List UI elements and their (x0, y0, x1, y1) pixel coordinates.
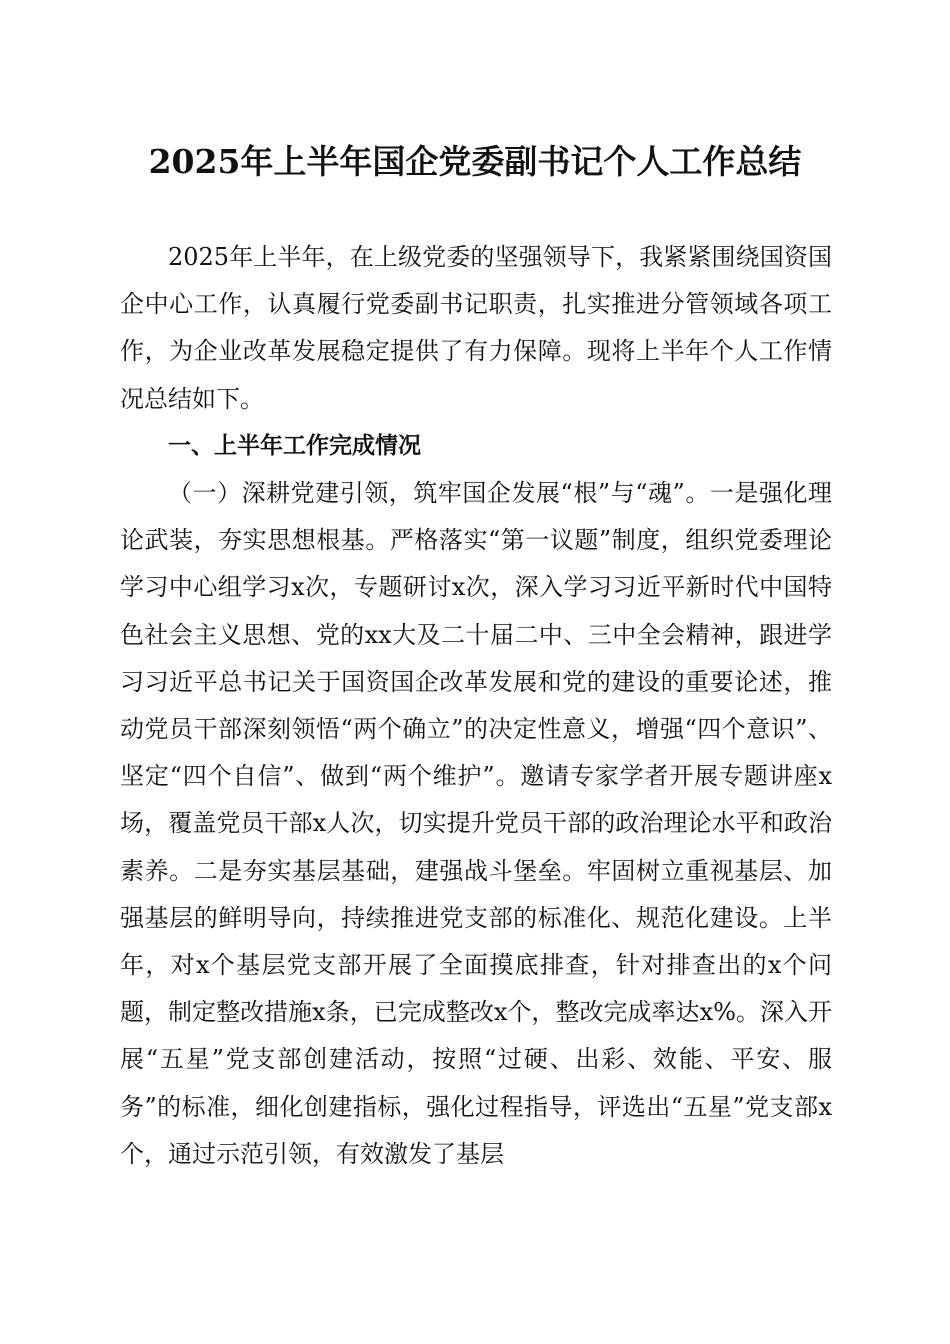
intro-paragraph: 2025年上半年，在上级党委的坚强领导下，我紧紧围绕国资国企中心工作，认真履行党委副书记职责，扎实推进分管领域各项工作，为企业改革发展稳定提供了有力保障。现将上半年个人工作情况总结如下。 (120, 243, 832, 413)
body-paragraph: （一）深耕党建引领，筑牢国企发展“根”与“魂”。一是强化理论武装，夯实思想根基。严格落实“第一议题”制度，组织党委理论学习中心组学习x次，专题研讨x次，深入学习习近平新时代中国特色社会主义思想、党的xx大及二十届二中、三中全会精神，跟进学习习近平总书记关于国资国企改革发展和党的建设的重要论述，推动党员干部深刻领悟“两个确立”的决定性意义，增强“四个意识”、坚定“四个自信”、做到“两个维护”。邀请专家学者开展专题讲座x场，覆盖党员干部x人次，切实提升党员干部的政治理论水平和政治素养。二是夯实基层基础，建强战斗堡垒。牢固树立重视基层、加强基层的鲜明导向，持续推进党支部的标准化、规范化建设。上半年，对x个基层党支部开展了全面摸底排查，针对排查出的x个问题，制定整改措施x条，已完成整改x个，整改完成率达x%。深入开展“五星”党支部创建活动，按照“过硬、出彩、效能、平安、服务”的标准，细化创建指标，强化过程指导，评选出“五星”党支部x个，通过示范引领，有效激发了基层 (120, 479, 832, 1168)
document-title: 2025年上半年国企党委副书记个人工作总结 (148, 142, 802, 181)
section-heading: 一、上半年工作完成情况 (168, 432, 421, 459)
document-body (120, 234, 832, 1178)
